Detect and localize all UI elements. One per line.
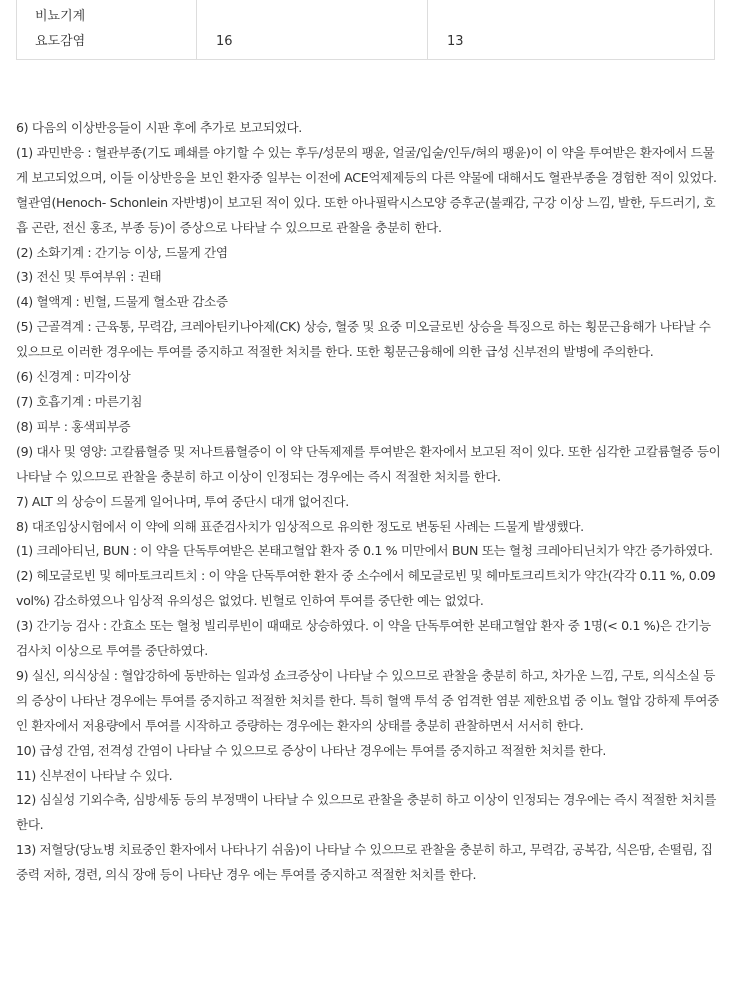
paragraph: (4) 혈액계 : 빈혈, 드물게 혈소판 감소증 — [16, 294, 228, 310]
paragraph: 6) 다음의 이상반응들이 시판 후에 추가로 보고되었다. — [16, 120, 302, 135]
paragraph: 12) 심실성 기외수축, 심방세동 등의 부정맥이 나타날 수 있으므로 관찰을 충분히 하고 이상이 인정되는 경우에는 즉시 적절한 처치를 한다. — [16, 792, 717, 833]
paragraph: (7) 호흡기계 : 마른기침 — [16, 393, 143, 409]
paragraph: 11) 신부전이 나타날 수 있다. — [16, 767, 173, 783]
document-body — [16, 116, 722, 888]
paragraph: (8) 피부 : 홍색피부증 — [16, 418, 131, 434]
paragraph: (3) 전신 및 투여부위 : 권태 — [16, 269, 162, 285]
paragraph: (3) 간기능 검사 : 간효소 또는 혈청 빌리루빈이 때때로 상승하였다. 이 약을 단독투여한 본태고혈압 환자 중 1명(< 0.1 %)은 간기능 검사치 이상으로 투여를 중단하였다. — [16, 618, 711, 659]
paragraph: 9) 실신, 의식상실 : 혈압강하에 동반하는 일과성 쇼크증상이 나타날 수 있으므로 관찰을 충분히 하고, 차가운 느낌, 구토, 의식소실 등의 증상이 나타난 경우에는 투여를 중지하고 적절한 처치를 한다. 특히 혈액 투석 중 엄격한 염분 제한요법 중 이뇨 혈압 강하제 투여중인 환자에서 저용량에서 투여를 시작하고 증량하는 경우에는 환자의 상태를 충분히 관찰하면서 서서히 한다. — [16, 667, 719, 733]
paragraph: (5) 근골격계 : 근육통, 무력감, 크레아틴키나아제(CK) 상승, 혈중 및 요중 미오글로빈 상승을 특징으로 하는 횡문근융해가 나타날 수 있으므로 이러한 경우에는 투여를 중지하고 적절한 처치를 한다. 또한 횡문근융해에 의한 급성 신부전의 발병에 주의한다. — [16, 319, 711, 360]
adverse-reaction-table — [16, 0, 715, 60]
table-column-divider — [196, 0, 197, 59]
paragraph: 10) 급성 간염, 전격성 간염이 나타날 수 있으므로 증상이 나타난 경우에는 투여를 중지하고 적절한 처치를 한다. — [16, 742, 607, 758]
table-row-label-partial: 비뇨기계 — [35, 9, 86, 24]
paragraph: (1) 크레아티닌, BUN : 이 약을 단독투여받은 본태고혈압 환자 중 0.1 % 미만에서 BUN 또는 혈청 크레아티닌치가 약간 증가하였다. — [16, 543, 713, 559]
paragraph: (2) 헤모글로빈 및 헤마토크리트치 : 이 약을 단독투여한 환자 중 소수에서 헤모글로빈 및 헤마토크리트치가 약간(각각 0.11 %, 0.09 vol%) 감소하였으나 임상적 유의성은 없었다. 빈혈로 인하여 투여를 중단한 예는 없었다. — [16, 568, 716, 609]
paragraph: 7) ALT 의 상승이 드물게 일어나며, 투여 중단시 대개 없어진다. — [16, 493, 349, 509]
table-cell-value: 13 — [447, 34, 464, 49]
table-cell-value: 16 — [216, 34, 233, 49]
paragraph: (2) 소화기계 : 간기능 이상, 드물게 간염 — [16, 244, 228, 260]
paragraph: (1) 과민반응 : 혈관부종(기도 폐쇄를 야기할 수 있는 후두/성문의 팽윤, 얼굴/입술/인두/혀의 팽윤)이 이 약을 투여받은 환자에서 드물게 보고되었으며, 이들 이상반응을 보인 환자중 일부는 이전에 ACE억제제등의 다른 약물에 대해서도 혈관부종을 경험한 적이 있었다. 혈관염(Henoch- Schonlein 자반병)이 보고된 적이 있다. 또한 아나필락시스모양 증후군(불쾌감, 구강 이상 느낌, 발한, 두드러기, 호흡 곤란, 전신 홍조, 부종 등)이 증상으로 나타날 수 있으므로 관찰을 충분히 한다. — [16, 144, 717, 235]
paragraph: (9) 대사 및 영양: 고칼륨혈증 및 저나트륨혈증이 이 약 단독제제를 투여받은 환자에서 보고된 적이 있다. 또한 심각한 고칼륨혈증 등이 나타날 수 있으므로 관찰을 충분히 하고 이상이 인정되는 경우에는 즉시 적절한 처치를 한다. — [16, 443, 721, 484]
table-row-label: 요도감염 — [35, 34, 86, 49]
table-column-divider — [427, 0, 428, 59]
paragraph: (6) 신경계 : 미각이상 — [16, 369, 131, 385]
paragraph: 8) 대조임상시험에서 이 약에 의해 표준검사치가 임상적으로 유의한 정도로 변동된 사례는 드물게 발생했다. — [16, 518, 584, 534]
paragraph: 13) 저혈당(당뇨병 치료중인 환자에서 나타나기 쉬움)이 나타날 수 있으므로 관찰을 충분히 하고, 무력감, 공복감, 식은땀, 손떨림, 집중력 저하, 경련, 의식 장애 등이 나타난 경우 에는 투여를 중지하고 적절한 처치를 한다. — [16, 842, 713, 883]
